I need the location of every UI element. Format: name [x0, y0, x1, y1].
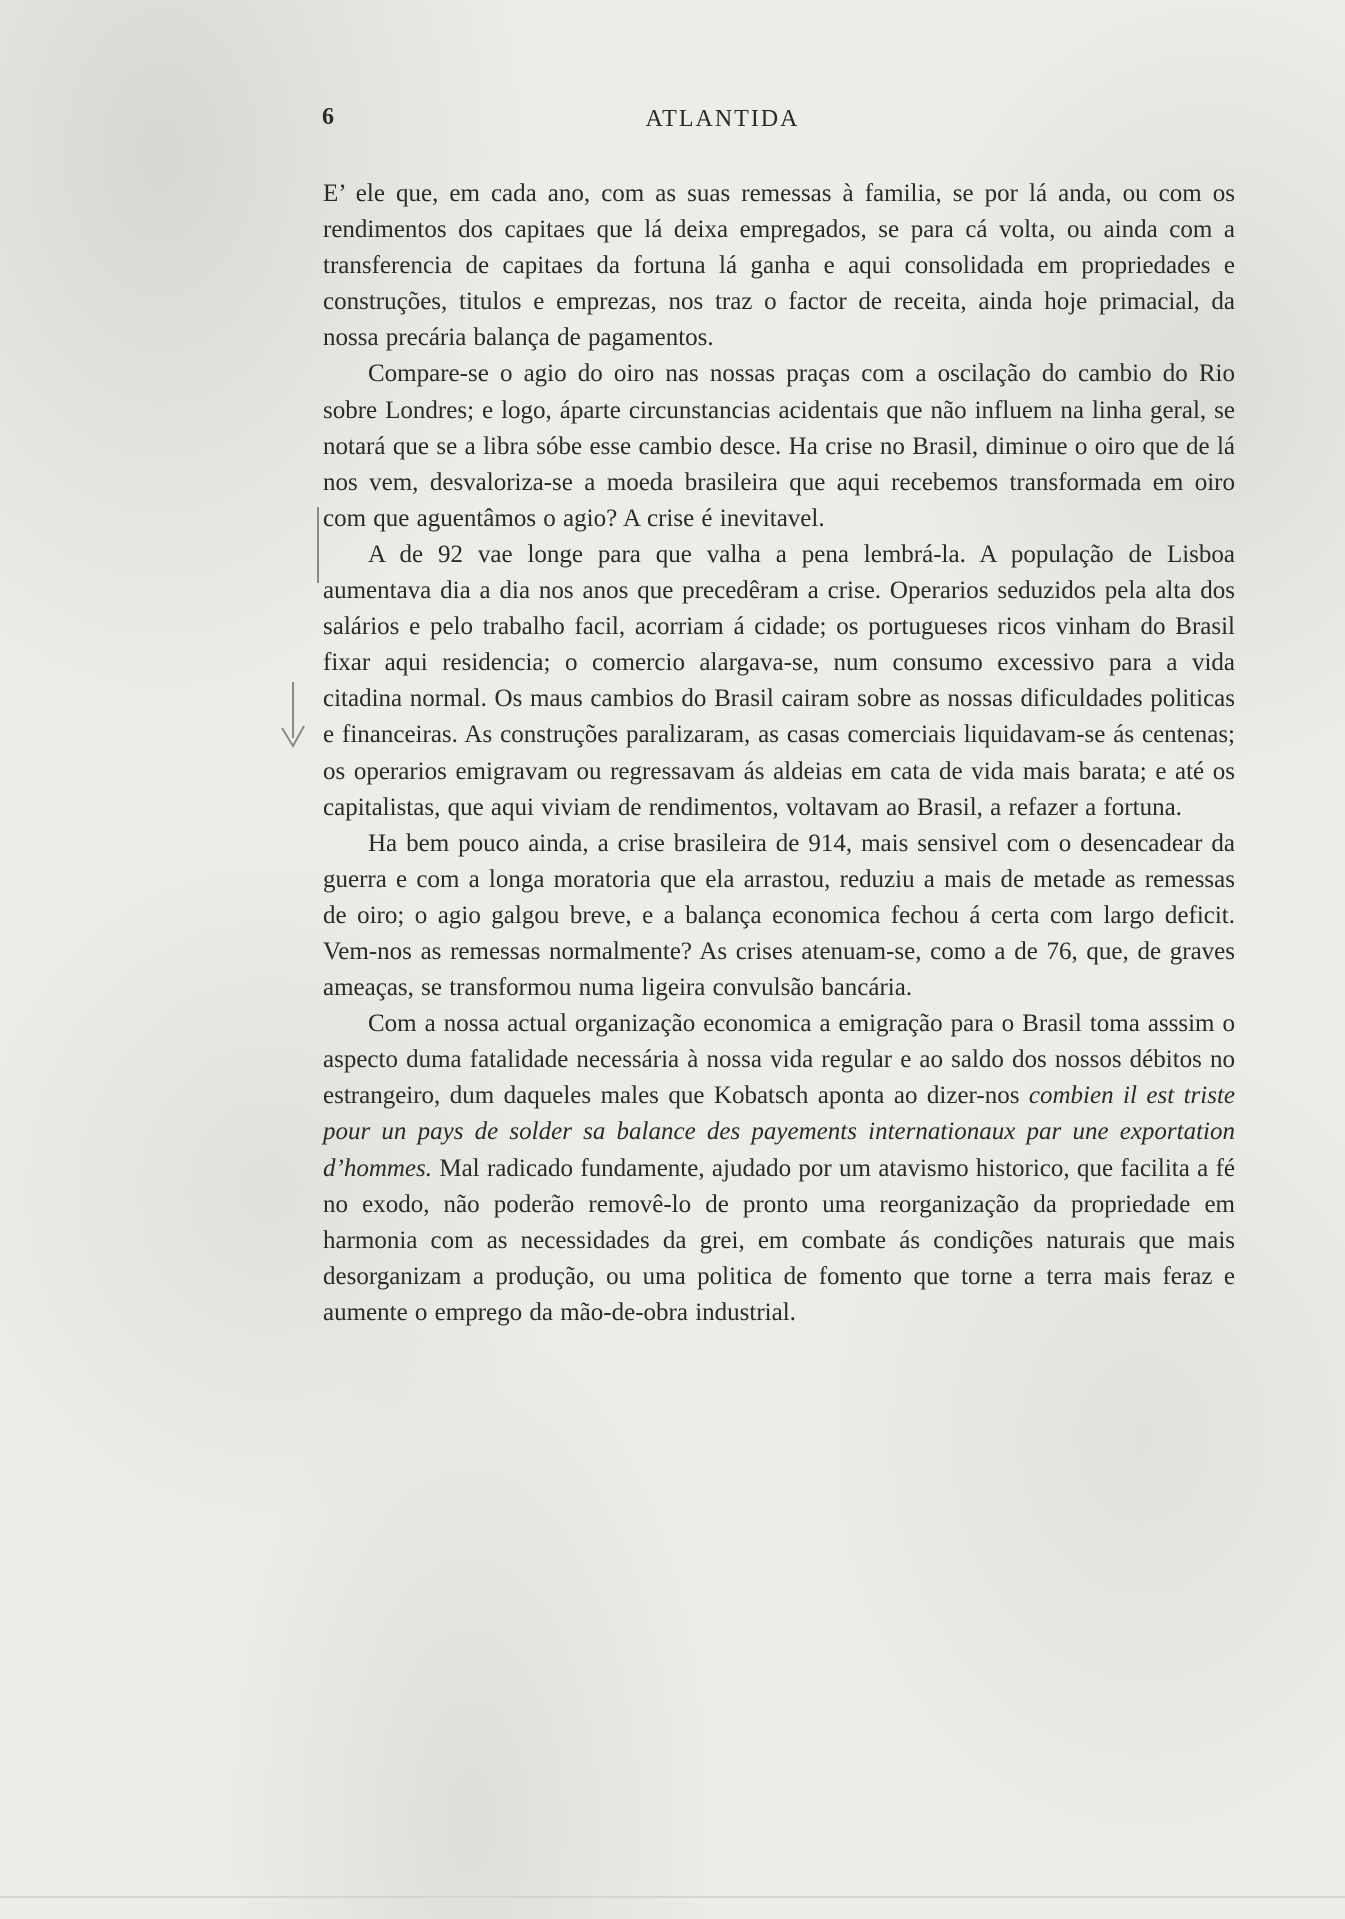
paragraph-4: Ha bem pouco ainda, a crise brasileira de 914, mais sensivel com o desencadear da guerra e com a longa moratoria que ela arrastou, reduziu a mais de metade as remessas de oiro; o agio galgou breve, e a balança economica fechou á certa com largo deficit. Vem-nos as remessas normalmente? As crises atenuam-se, como a de 76, que, de graves ameaças, se transformou numa ligeira convulsão bancária. — [323, 829, 1235, 1002]
paragraph-5 — [323, 1006, 1235, 1331]
journal-title: ATLANTIDA — [645, 106, 800, 132]
paragraph-1: E’ ele que, em cada ano, com as suas remessas à familia, se por lá anda, ou com os rendimentos dos capitaes que lá deixa empregados, se para cá volta, ou ainda com a transferencia de capitaes da fortuna lá ganha e aqui consolidada em propriedades e construções, titulos e emprezas, nos traz o factor de receita, ainda hoje primacial, da nossa precária balança de pagamentos. — [323, 180, 1235, 352]
paragraph-3: A de 92 vae longe para que valha a pena lembrá-la. A população de Lisboa aumentava dia a dia nos anos que precedêram a crise. Operarios seduzidos pela alta dos salários e pelo trabalho facil, acorriam á cidade; os portugueses ricos vinham do Brasil fixar aqui residencia; o comercio alargava-se, num consumo excessivo para a vida citadina normal. Os maus cambios do Brasil cairam sobre as nossas dificuldades politicas e financeiras. As construções paralizaram, as casas comerciais liquidavam-se ás centenas; os operarios emigravam ou regressavam ás aldeias em cata de vida mais barata; e até os capitalistas, que aqui viviam de rendimentos, voltavam ao Brasil, a refazer a fortuna. — [323, 540, 1235, 821]
paragraph-2: Compare-se o agio do oiro nas nossas praças com a oscilação do cambio do Rio sobre Londres; e logo, áparte circunstancias acidentais que não influem na linha geral, se notará que se a libra sóbe esse cambio desce. Ha crise no Brasil, diminue o oiro que de lá nos vem, desvaloriza-se a moeda brasileira que aqui recebemos transformada em oiro com que aguentâmos o agio? A crise é inevitavel. — [323, 360, 1235, 532]
paragraph-5-text-after: Mal radicado fundamente, ajudado por um atavismo historico, que facilita a fé no exodo, não poderão removê-lo de pronto uma reorganização da propriedade em harmonia com as necessidades da grei, em combate ás condições naturais que mais desorganizam a produção, ou uma politica de fomento que torne a terra mais feraz e aumente o emprego da mão-de-obra industrial. — [323, 1154, 1235, 1326]
page-number: 6 — [322, 104, 335, 130]
page-bottom-edge — [0, 1896, 1345, 1898]
paragraph-5-quotation: combien il est triste pour un pays de solder sa balance des payements internationaux par une exportation d’hommes. — [323, 1082, 1235, 1182]
margin-bracket-mark — [312, 505, 324, 585]
article-body — [323, 176, 1235, 1331]
running-head — [0, 104, 1345, 134]
paragraph-5-text-before: Com a nossa actual organização economica a emigração para o Brasil toma asssim o aspecto duma fatalidade necessária à nossa vida regular e ao saldo dos nossos débitos no estrangeiro, dum daqueles males que Kobatsch aponta ao dizer-nos — [323, 1010, 1235, 1110]
margin-arrow-mark — [278, 680, 308, 750]
